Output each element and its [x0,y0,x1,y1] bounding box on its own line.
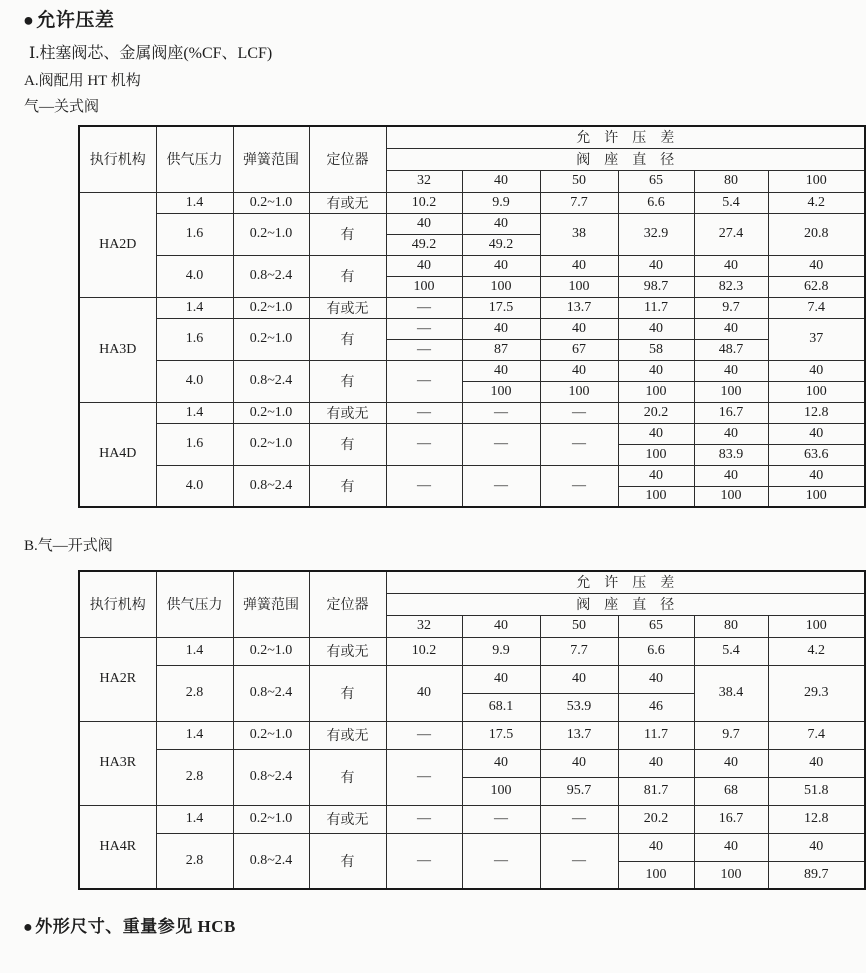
positioner-cell: 有或无 [309,721,386,749]
pd-32-cell: 40 [386,213,462,234]
pd-80-cell: 40 [694,360,768,381]
air-to-open-table-wrap [78,570,866,890]
positioner-cell: 有 [309,255,386,297]
table-row [79,749,865,777]
positioner-cell: 有 [309,665,386,721]
pd-32-cell: — [386,833,462,889]
pd-100-cell: 37 [768,318,865,360]
table-row [79,665,865,693]
pd-40-cell: — [462,402,540,423]
pd-32-cell: 40 [386,665,462,721]
pd-80-cell: 68 [694,777,768,805]
pd-40-cell: 100 [462,777,540,805]
actuator-model-cell: HA4R [79,805,156,889]
seat-diameter-value: 100 [768,615,865,637]
spring-range-cell: 0.2~1.0 [233,423,309,465]
positioner-cell: 有或无 [309,297,386,318]
pd-80-cell: 48.7 [694,339,768,360]
footer-note [23,912,236,937]
table-row [79,360,865,381]
pd-50-cell: 40 [540,749,618,777]
pd-40-cell: 87 [462,339,540,360]
positioner-cell: 有 [309,423,386,465]
supply-pressure-cell: 1.4 [156,805,233,833]
pd-100-cell: 100 [768,486,865,507]
pd-32-cell: — [386,465,462,507]
column-header-actuator: 执行机构 [79,126,156,192]
allowable-pressure-diff-header: 允 许 压 差 [386,571,865,593]
pd-50-cell: — [540,465,618,507]
pd-100-cell: 89.7 [768,861,865,889]
supply-pressure-cell: 1.4 [156,297,233,318]
positioner-cell: 有或无 [309,805,386,833]
table-row [79,423,865,444]
pd-65-cell: 11.7 [618,721,694,749]
pd-40-cell: 40 [462,213,540,234]
pd-50-cell: 100 [540,381,618,402]
spring-range-cell: 0.2~1.0 [233,402,309,423]
spring-range-cell: 0.8~2.4 [233,255,309,297]
positioner-cell: 有或无 [309,192,386,213]
table-row [79,833,865,861]
column-header-positioner: 定位器 [309,126,386,192]
column-header-supply-pressure: 供气压力 [156,126,233,192]
pd-80-cell: 38.4 [694,665,768,721]
seat-diameter-header: 阀 座 直 径 [386,148,865,170]
column-header-actuator: 执行机构 [79,571,156,637]
pd-32-cell: — [386,402,462,423]
pd-100-cell: 51.8 [768,777,865,805]
pd-80-cell: 83.9 [694,444,768,465]
pd-40-cell: — [462,805,540,833]
pd-100-cell: 40 [768,423,865,444]
table-row [79,255,865,276]
header-row [79,571,865,593]
spring-range-cell: 0.2~1.0 [233,318,309,360]
pd-80-cell: 100 [694,486,768,507]
table-row [79,402,865,423]
pd-65-cell: 100 [618,381,694,402]
seat-diameter-value: 32 [386,615,462,637]
pd-80-cell: 9.7 [694,721,768,749]
pd-32-cell: 100 [386,276,462,297]
pd-100-cell: 12.8 [768,402,865,423]
positioner-cell: 有或无 [309,637,386,665]
pd-80-cell: 5.4 [694,192,768,213]
pd-65-cell: 6.6 [618,637,694,665]
pd-40-cell: — [462,833,540,889]
seat-diameter-value: 50 [540,615,618,637]
spring-range-cell: 0.2~1.0 [233,805,309,833]
supply-pressure-cell: 1.6 [156,213,233,255]
spring-range-cell: 0.2~1.0 [233,721,309,749]
spring-range-cell: 0.8~2.4 [233,749,309,805]
actuator-model-cell: HA4D [79,402,156,507]
pd-65-cell: 40 [618,255,694,276]
spring-range-cell: 0.2~1.0 [233,192,309,213]
pd-50-cell: 40 [540,318,618,339]
actuator-model-cell: HA2D [79,192,156,297]
pd-100-cell: 4.2 [768,192,865,213]
supply-pressure-cell: 4.0 [156,465,233,507]
supply-pressure-cell: 4.0 [156,255,233,297]
page-title [23,5,114,32]
pd-50-cell: 67 [540,339,618,360]
pd-100-cell: 40 [768,465,865,486]
spring-range-cell: 0.2~1.0 [233,637,309,665]
seat-diameter-value: 80 [694,170,768,192]
seat-diameter-value: 40 [462,170,540,192]
pd-50-cell: 53.9 [540,693,618,721]
supply-pressure-cell: 1.4 [156,402,233,423]
pd-50-cell: — [540,423,618,465]
spring-range-cell: 0.8~2.4 [233,465,309,507]
pd-100-cell: 63.6 [768,444,865,465]
pd-40-cell: 100 [462,276,540,297]
spring-range-cell: 0.2~1.0 [233,213,309,255]
pd-32-cell: 10.2 [386,192,462,213]
seat-diameter-value: 40 [462,615,540,637]
pd-80-cell: 40 [694,318,768,339]
pd-32-cell: 40 [386,255,462,276]
pd-50-cell: 13.7 [540,297,618,318]
pd-100-cell: 7.4 [768,297,865,318]
pd-40-cell: 40 [462,318,540,339]
bullet-icon: ● [23,919,34,936]
spring-range-cell: 0.8~2.4 [233,665,309,721]
section-a-heading: A.阀配用 HT 机构 [24,73,141,89]
pd-65-cell: 40 [618,318,694,339]
pd-100-cell: 62.8 [768,276,865,297]
pd-32-cell: — [386,805,462,833]
pd-80-cell: 40 [694,833,768,861]
positioner-cell: 有或无 [309,402,386,423]
pd-65-cell: 58 [618,339,694,360]
supply-pressure-cell: 1.4 [156,192,233,213]
seat-diameter-header: 阀 座 直 径 [386,593,865,615]
air-to-close-table-wrap [78,125,866,508]
column-header-spring-range: 弹簧范围 [233,571,309,637]
pd-80-cell: 16.7 [694,402,768,423]
pd-32-cell: — [386,721,462,749]
table-row [79,805,865,833]
pd-80-cell: 40 [694,423,768,444]
pd-65-cell: 40 [618,833,694,861]
pd-40-cell: 68.1 [462,693,540,721]
positioner-cell: 有 [309,213,386,255]
pd-65-cell: 11.7 [618,297,694,318]
seat-diameter-value: 100 [768,170,865,192]
pd-100-cell: 40 [768,360,865,381]
pd-65-cell: 20.2 [618,402,694,423]
supply-pressure-cell: 2.8 [156,833,233,889]
pd-65-cell: 40 [618,360,694,381]
supply-pressure-cell: 2.8 [156,749,233,805]
pd-65-cell: 81.7 [618,777,694,805]
pd-65-cell: 32.9 [618,213,694,255]
spring-range-cell: 0.8~2.4 [233,360,309,402]
pd-65-cell: 100 [618,861,694,889]
pd-32-cell: — [386,318,462,339]
pd-100-cell: 29.3 [768,665,865,721]
pd-65-cell: 100 [618,486,694,507]
column-header-spring-range: 弹簧范围 [233,126,309,192]
supply-pressure-cell: 1.4 [156,637,233,665]
pd-80-cell: 100 [694,381,768,402]
air-to-close-valve-table [78,125,866,508]
pd-80-cell: 16.7 [694,805,768,833]
pd-65-cell: 100 [618,444,694,465]
table-row [79,721,865,749]
pd-40-cell: 40 [462,665,540,693]
seat-diameter-value: 65 [618,170,694,192]
pd-65-cell: 40 [618,465,694,486]
pd-40-cell: 17.5 [462,721,540,749]
pd-80-cell: 9.7 [694,297,768,318]
pd-80-cell: 27.4 [694,213,768,255]
pd-65-cell: 46 [618,693,694,721]
pd-100-cell: 40 [768,255,865,276]
pd-40-cell: 100 [462,381,540,402]
supply-pressure-cell: 1.6 [156,423,233,465]
pd-65-cell: 20.2 [618,805,694,833]
pd-40-cell: 17.5 [462,297,540,318]
pd-40-cell: 40 [462,360,540,381]
pd-65-cell: 6.6 [618,192,694,213]
pd-32-cell: — [386,749,462,805]
pd-40-cell: — [462,423,540,465]
actuator-model-cell: HA2R [79,637,156,721]
pd-32-cell: — [386,297,462,318]
pd-50-cell: 95.7 [540,777,618,805]
pd-100-cell: 40 [768,749,865,777]
pd-40-cell: 40 [462,255,540,276]
pd-100-cell: 12.8 [768,805,865,833]
positioner-cell: 有 [309,318,386,360]
actuator-model-cell: HA3D [79,297,156,402]
pd-100-cell: 100 [768,381,865,402]
positioner-cell: 有 [309,833,386,889]
pd-100-cell: 20.8 [768,213,865,255]
table-a-caption: 气—关式阀 [24,99,100,115]
pd-50-cell: 40 [540,360,618,381]
positioner-cell: 有 [309,749,386,805]
pd-50-cell: — [540,402,618,423]
pd-32-cell: — [386,339,462,360]
pd-50-cell: 40 [540,255,618,276]
pd-32-cell: 10.2 [386,637,462,665]
bullet-icon: ● [23,10,35,30]
pd-65-cell: 40 [618,749,694,777]
doc-subtitle: Ⅰ.柱塞阀芯、金属阀座(%CF、LCF) [29,45,273,62]
column-header-positioner: 定位器 [309,571,386,637]
pd-65-cell: 40 [618,423,694,444]
table-row [79,192,865,213]
supply-pressure-cell: 1.6 [156,318,233,360]
table-row [79,213,865,234]
pd-50-cell: 38 [540,213,618,255]
actuator-model-cell: HA3R [79,721,156,805]
pd-40-cell: 49.2 [462,234,540,255]
pd-80-cell: 100 [694,861,768,889]
pd-32-cell: 49.2 [386,234,462,255]
pd-80-cell: 40 [694,255,768,276]
pd-80-cell: 40 [694,465,768,486]
pd-50-cell: 7.7 [540,192,618,213]
positioner-cell: 有 [309,360,386,402]
footer-note-text: 外形尺寸、重量参见 HCB [35,917,236,936]
allowable-pressure-diff-header: 允 许 压 差 [386,126,865,148]
positioner-cell: 有 [309,465,386,507]
pd-32-cell: — [386,423,462,465]
pd-50-cell: 40 [540,665,618,693]
table-row [79,297,865,318]
page-title-text: 允许压差 [36,10,115,31]
section-b-heading: B.气—开式阀 [24,538,113,554]
pd-40-cell: 40 [462,749,540,777]
pd-50-cell: 100 [540,276,618,297]
air-to-open-valve-table [78,570,866,890]
pd-100-cell: 4.2 [768,637,865,665]
pd-50-cell: 13.7 [540,721,618,749]
pd-32-cell: — [386,360,462,402]
seat-diameter-value: 65 [618,615,694,637]
seat-diameter-value: 32 [386,170,462,192]
table-row [79,318,865,339]
pd-100-cell: 7.4 [768,721,865,749]
header-row [79,126,865,148]
pd-80-cell: 5.4 [694,637,768,665]
spring-range-cell: 0.8~2.4 [233,833,309,889]
pd-80-cell: 82.3 [694,276,768,297]
pd-40-cell: — [462,465,540,507]
seat-diameter-value: 80 [694,615,768,637]
pd-100-cell: 40 [768,833,865,861]
pd-50-cell: — [540,805,618,833]
pd-50-cell: — [540,833,618,889]
spring-range-cell: 0.2~1.0 [233,297,309,318]
pd-65-cell: 40 [618,665,694,693]
supply-pressure-cell: 4.0 [156,360,233,402]
pd-40-cell: 9.9 [462,192,540,213]
column-header-supply-pressure: 供气压力 [156,571,233,637]
table-row [79,465,865,486]
supply-pressure-cell: 2.8 [156,665,233,721]
table-row [79,637,865,665]
pd-40-cell: 9.9 [462,637,540,665]
pd-65-cell: 98.7 [618,276,694,297]
pd-80-cell: 40 [694,749,768,777]
seat-diameter-value: 50 [540,170,618,192]
pd-50-cell: 7.7 [540,637,618,665]
supply-pressure-cell: 1.4 [156,721,233,749]
